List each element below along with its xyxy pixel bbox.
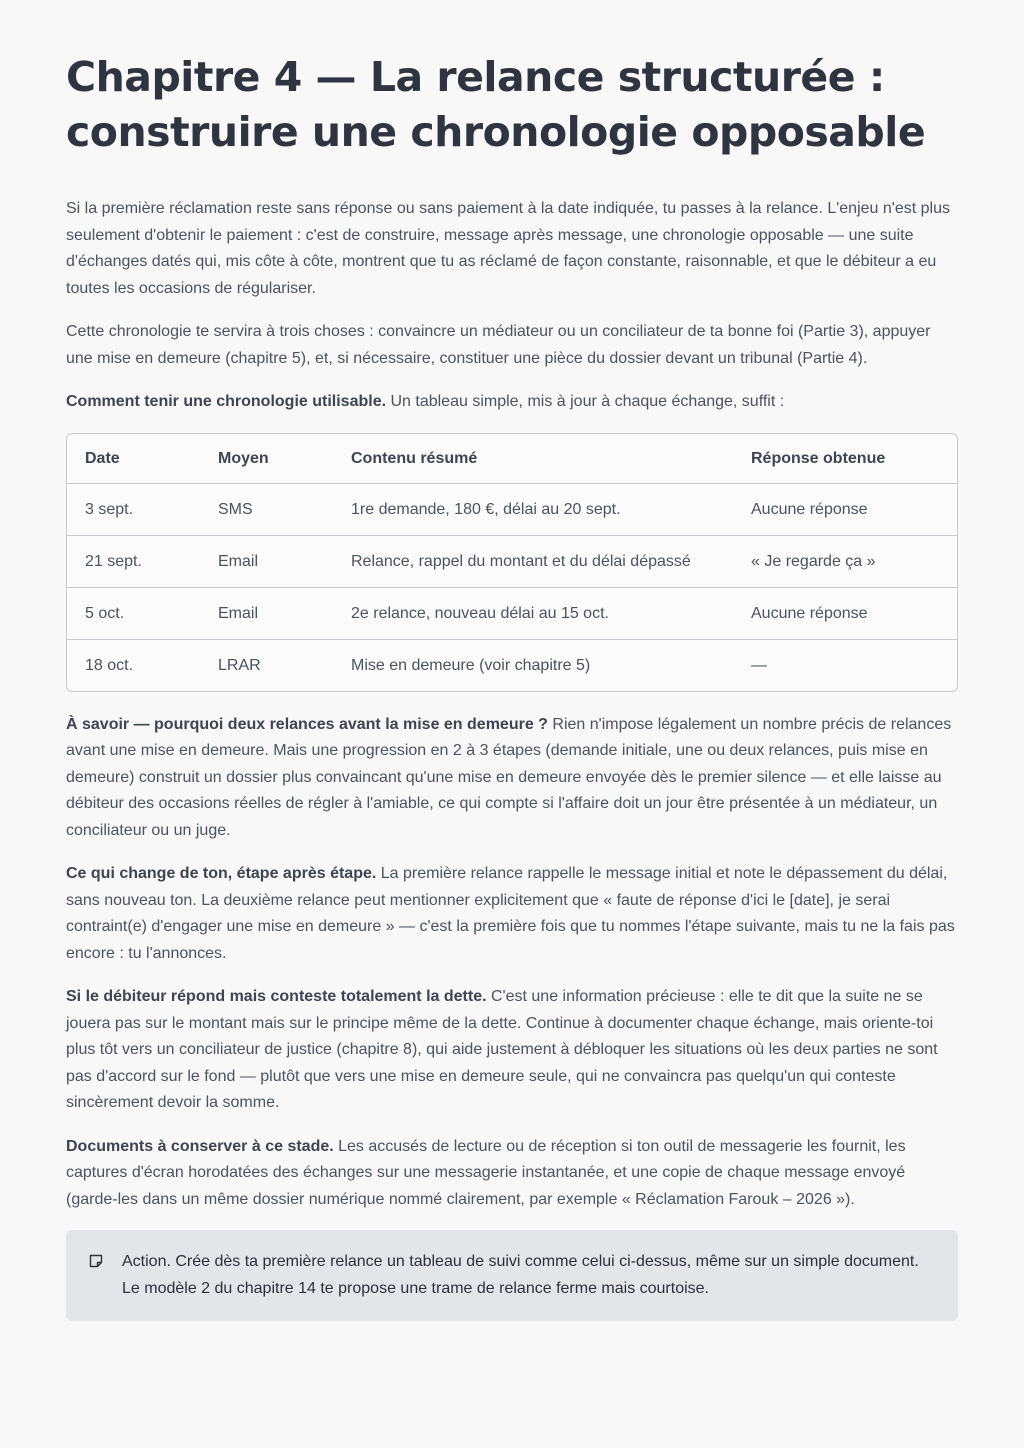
cell-moyen: LRAR — [218, 656, 261, 674]
cell-contenu: 1re demande, 180 €, délai au 20 sept. — [333, 484, 733, 536]
chronology-table — [66, 433, 958, 692]
cell-reponse: Aucune réponse — [733, 484, 957, 536]
cell-moyen: Email — [200, 588, 333, 640]
cell-date: 3 sept. — [67, 484, 200, 536]
section-text: Rien n'impose légalement un nombre précis de relances avant une mise en demeure. Mais une progression en 2 à 3 étapes (demande initiale, une ou deux relances, puis mise en demeure) construit un dossier plus convaincant qu'une mise en demeure envoyée dès le premier silence — et elle laisse au débiteur des occasions réelles de régler à l'amiable, ce qui compte si l'affaire doit un jour être présentée à un médiateur, un conciliateur ou un juge. — [66, 715, 952, 839]
table-intro-text: Un tableau simple, mis à jour à chaque échange, suffit : — [386, 393, 785, 410]
cell-date: 18 oct. — [85, 656, 134, 674]
table-intro-lead: Comment tenir une chronologie utilisable. — [66, 393, 387, 410]
table-intro-paragraph — [66, 389, 958, 416]
section-text: Les accusés de lecture ou de réception si ton outil de messagerie les fournit, les captures d'écran horodatées des échanges sur une messagerie instantanée, et une copie de chaque message envoyé (garde-les dans un même dossier numérique nommé clairement, par exemple « Réclamation Farouk – 2026 »). — [66, 1137, 906, 1208]
table-row — [67, 536, 957, 588]
header-date: Date — [67, 434, 200, 484]
header-reponse: Réponse obtenue — [733, 434, 957, 484]
cell-reponse: Aucune réponse — [733, 588, 957, 640]
header-contenu: Contenu résumé — [333, 434, 733, 484]
cell-moyen: SMS — [200, 484, 333, 536]
cell-date: 21 sept. — [67, 536, 200, 588]
chapter-title: Chapitre 4 — La relance structurée : construire une chronologie opposable — [66, 53, 926, 156]
callout-text: Action. Crée dès ta première relance un tableau de suivi comme celui ci-dessus, même sur un simple document. Le modèle 2 du chapitre 14 te propose une trame de relance ferme mais courtoise. — [122, 1253, 919, 1297]
cell-reponse: — — [751, 656, 767, 674]
note-icon — [88, 1253, 104, 1269]
section-text: C'est une information précieuse : elle te dit que la suite ne se jouera pas sur le montant mais sur le principe même de la dette. Continue à documenter chaque échange, mais oriente-toi plus tôt vers un conciliateur de justice (chapitre 8), qui aide justement à débloquer les situations où les deux parties ne sont pas d'accord sur le fond — plutôt que vers une mise en demeure seule, qui ne convaincra pas quelqu'un qui conteste sincèrement devoir la somme. — [66, 988, 938, 1111]
header-moyen: Moyen — [200, 434, 333, 484]
table-row — [67, 640, 957, 691]
cell-contenu: Mise en demeure (voir chapitre 5) — [351, 656, 591, 674]
section-changement-ton — [66, 861, 958, 967]
section-documents — [66, 1134, 958, 1214]
section-contestation — [66, 984, 958, 1117]
section-text: La première relance rappelle le message initial et note le dépassement du délai, sans nouveau ton. La deuxième relance peut mentionner explicitement que « faute de réponse d'ici le [date], je serai contraint(e) d'engager une mise en demeure » — c'est la première fois que tu nommes l'étape suivante, mais tu ne la fais pas encore : tu l'annonces. — [66, 865, 955, 962]
section-lead: Si le débiteur répond mais conteste totalement la dette. — [66, 988, 487, 1005]
cell-contenu: Relance, rappel du montant et du délai dépassé — [333, 536, 733, 588]
section-a-savoir — [66, 712, 958, 845]
intro-paragraph-2: Cette chronologie te servira à trois choses : convaincre un médiateur ou un conciliateur de ta bonne foi (Partie 3), appuyer une mise en demeure (chapitre 5), et, si nécessaire, constituer une pièce du dossier devant un tribunal (Partie 4). — [66, 323, 931, 367]
section-lead: À savoir — pourquoi deux relances avant la mise en demeure ? — [66, 715, 548, 733]
cell-reponse: « Je regarde ça » — [733, 536, 957, 588]
section-lead: Ce qui change de ton, étape après étape. — [66, 865, 377, 882]
cell-date: 5 oct. — [67, 588, 200, 640]
section-lead: Documents à conserver à ce stade. — [66, 1137, 334, 1155]
intro-paragraph-1: Si la première réclamation reste sans réponse ou sans paiement à la date indiquée, tu passes à la relance. L'enjeu n'est plus seulement d'obtenir le paiement : c'est de construire, message après message, une chronologie opposable — une suite d'échanges datés qui, mis côte à côte, montrent que tu as réclamé de façon constante, raisonnable, et que le débiteur a eu toutes les occasions de régulariser. — [66, 200, 950, 297]
table-row — [67, 484, 957, 536]
table-header-row — [67, 434, 957, 484]
action-callout — [66, 1230, 958, 1321]
cell-contenu: 2e relance, nouveau délai au 15 oct. — [333, 588, 733, 640]
cell-moyen: Email — [200, 536, 333, 588]
table-row — [67, 588, 957, 640]
